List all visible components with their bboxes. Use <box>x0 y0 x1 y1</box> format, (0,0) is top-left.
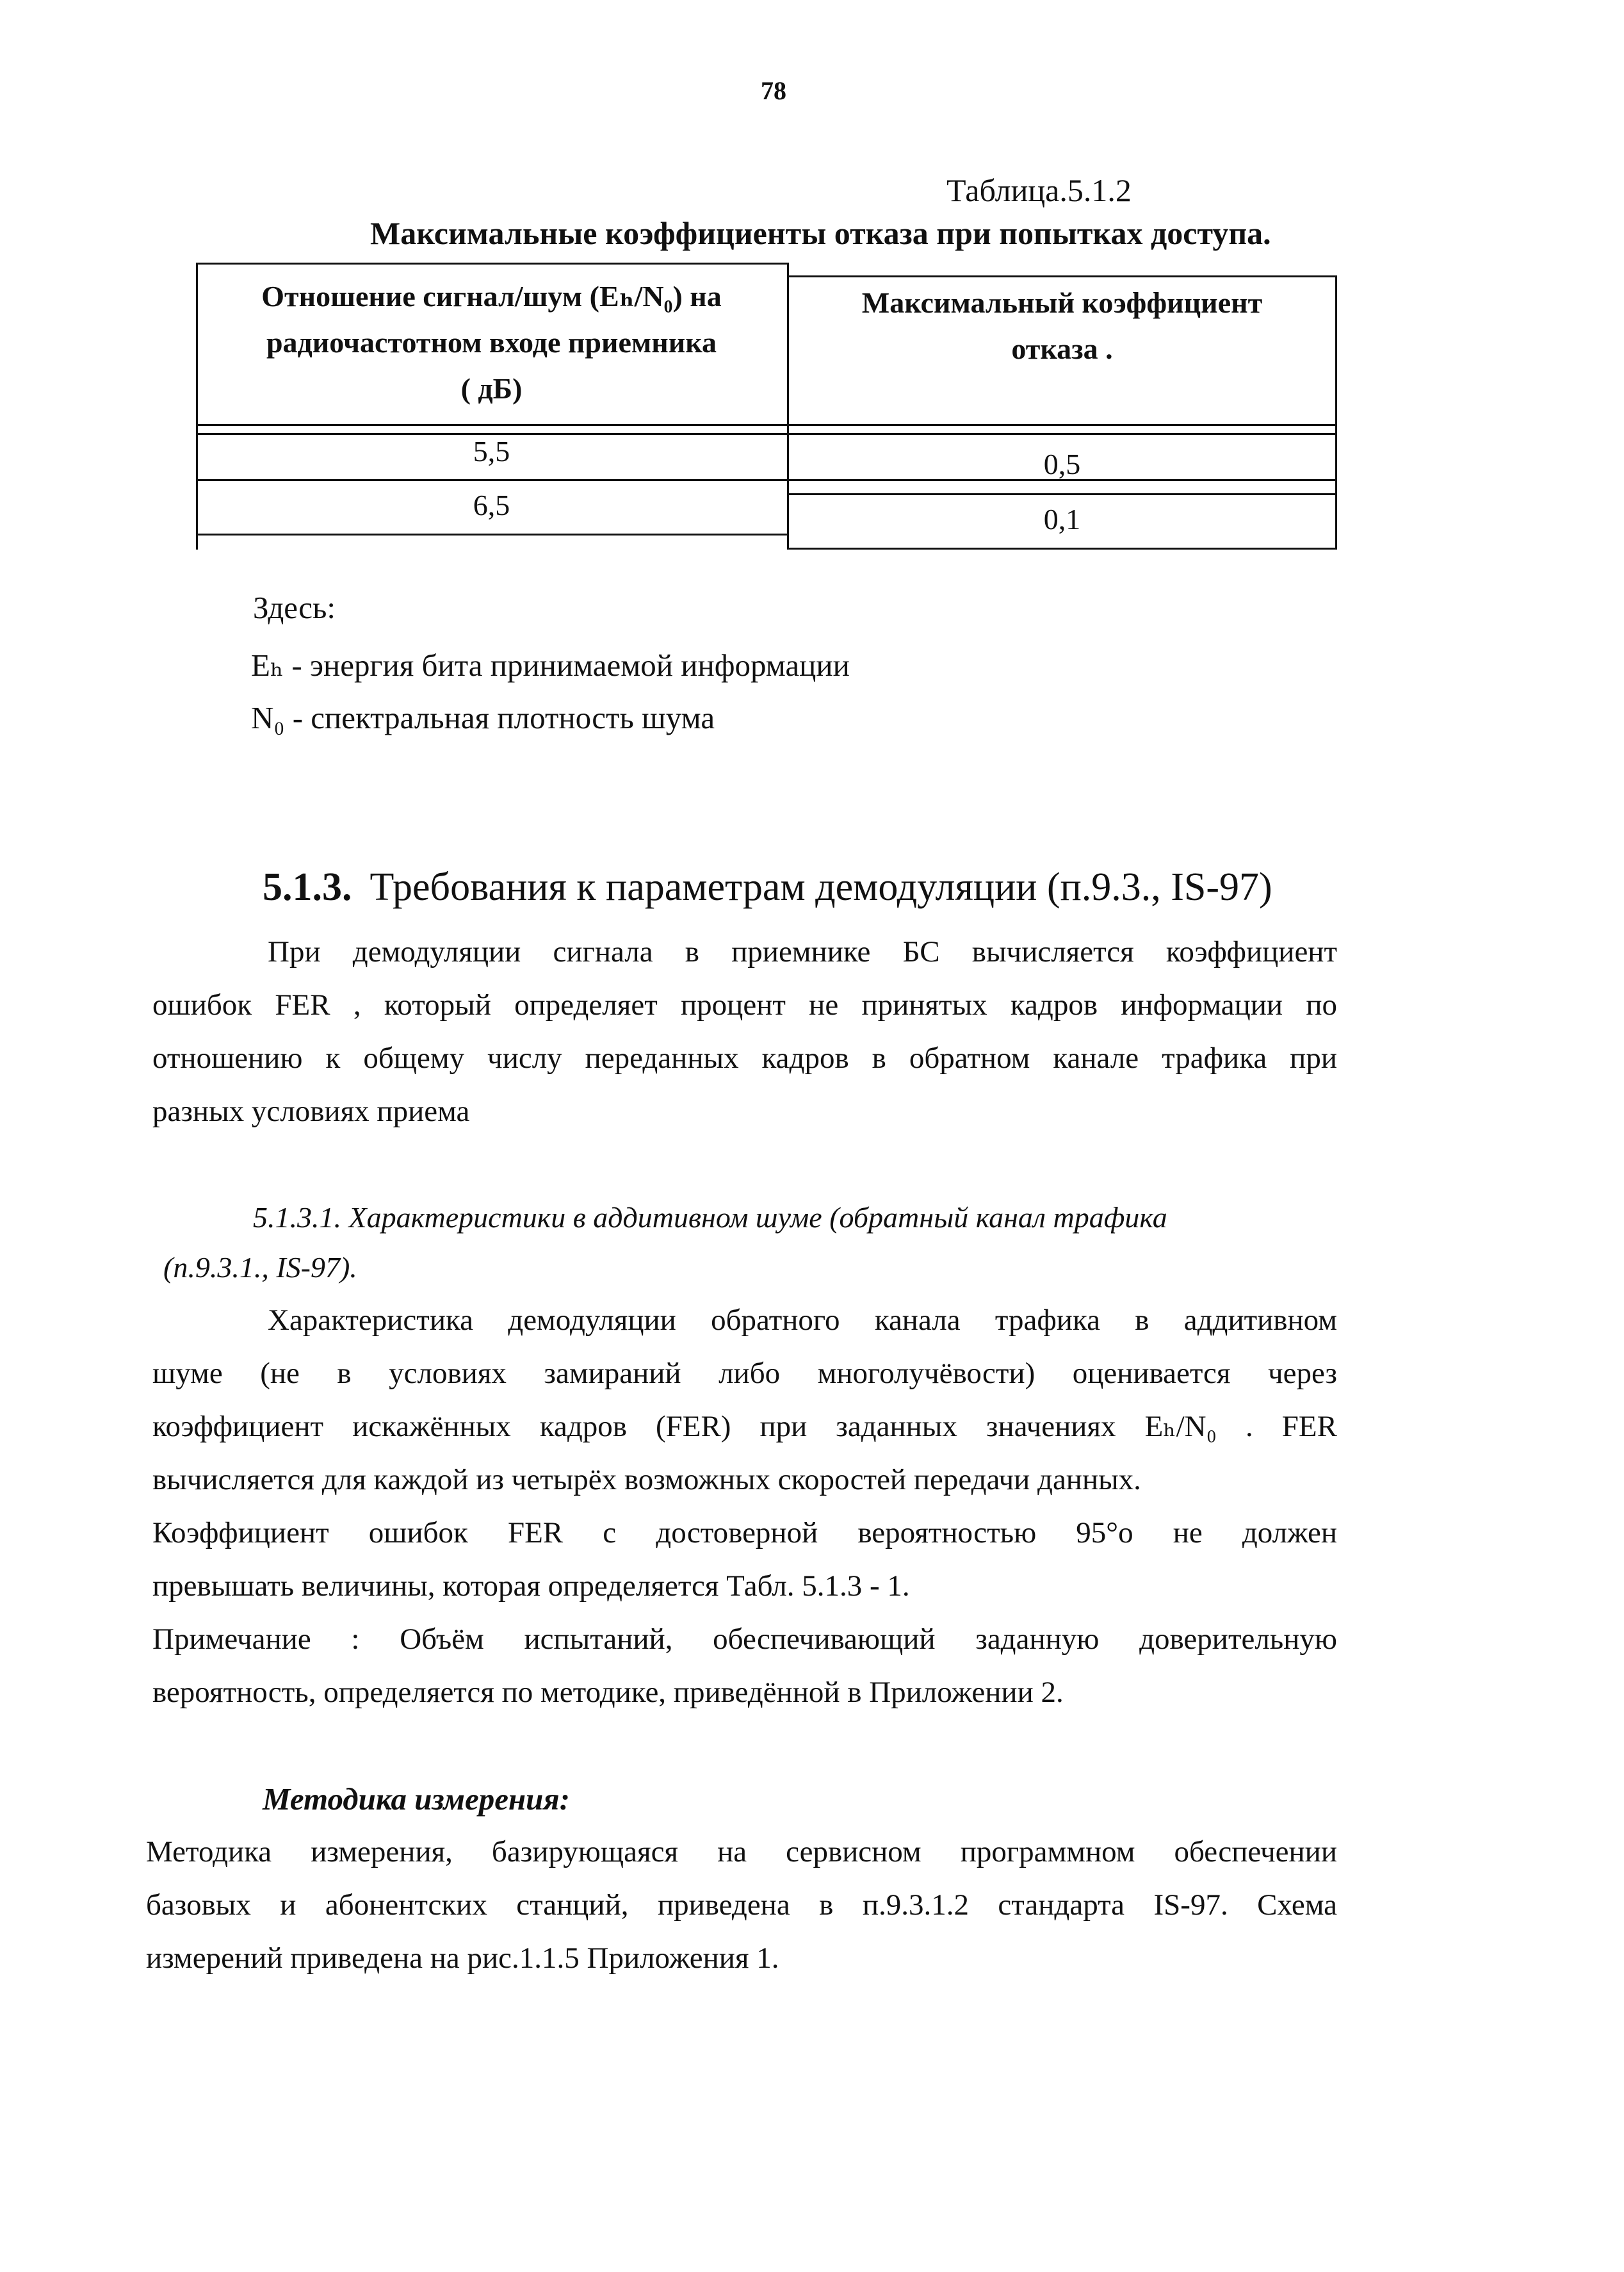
method-paragraph <box>146 1826 1337 1985</box>
table-title: Максимальные коэффициенты отказа при попытках доступа. <box>370 215 1271 251</box>
subsection-paragraph <box>152 1294 1337 1719</box>
subsection-line-1: 5.1.3.1. Характеристики в аддитивном шуме (обратный канал трафика <box>253 1201 1167 1234</box>
paragraph-line: вычисляется для каждой из четырёх возможных скоростей передачи данных. <box>152 1463 1141 1496</box>
subsection-heading <box>163 1193 1342 1293</box>
paragraph-line: Методика измерения, базирующаяся на сервисном программном обеспечении <box>146 1835 1337 1868</box>
section-title: Требования к параметрам демодуляции (п.9.3., IS-97) <box>369 865 1272 909</box>
header-left-line-2: радиочастотном входе приемника <box>266 326 717 359</box>
header-left-line-3: ( дБ) <box>460 372 523 405</box>
definition-n0: N₀ - спектральная плотность шума <box>251 700 715 735</box>
paragraph-line: коэффициент искажённых кадров (FER) при заданных значениях Eₕ/N₀ . FER <box>152 1410 1337 1443</box>
paragraph-line: Характеристика демодуляции обратного канала трафика в аддитивном <box>268 1304 1337 1337</box>
table-header-right <box>787 320 1337 378</box>
paragraph-line: вероятность, определяется по методике, приведённой в Приложении 2. <box>152 1676 1064 1709</box>
header-right-line-1: Максимальный коэффициент <box>861 286 1263 319</box>
paragraph-line: При демодуляции сигнала в приемнике БС вычисляется коэффициент <box>268 935 1337 968</box>
table-cell: 5,5 <box>473 435 510 468</box>
table-rule <box>196 263 787 265</box>
subsection-line-2: (п.9.3.1., IS-97). <box>163 1251 357 1284</box>
paragraph-line: разных условиях приема <box>152 1095 470 1128</box>
paragraph-line: превышать величины, которая определяется Табл. 5.1.3 - 1. <box>152 1569 910 1603</box>
paragraph-line: шуме (не в условиях замираний либо многолучёвости) оценивается через <box>152 1357 1337 1390</box>
paragraph-line: Примечание : Объём испытаний, обеспечивающий заданную доверительную <box>152 1622 1337 1656</box>
header-left-line-1: Отношение сигнал/шум (Eₕ/N₀) на <box>261 280 722 313</box>
table-label: Таблица.5.1.2 <box>946 172 1132 208</box>
header-right-line-2: отказа . <box>1011 332 1113 365</box>
table-cell: 6,5 <box>473 489 510 521</box>
section-number: 5.1.3. <box>263 865 352 909</box>
definition-eb: Eₕ - энергия бита принимаемой информации <box>251 648 850 683</box>
table-cell: 0,5 <box>1043 448 1081 480</box>
section-paragraph <box>152 926 1337 1138</box>
paragraph-line: отношению к общему числу переданных кадров в обратном канале трафика при <box>152 1042 1337 1075</box>
table-header-left <box>196 360 787 418</box>
paragraph-line: измерений приведена на рис.1.1.5 Приложения 1. <box>146 1941 779 1975</box>
table-cell: 0,1 <box>1043 503 1081 535</box>
page-number: 78 <box>761 76 786 105</box>
paragraph-line: Коэффициент ошибок FER с достоверной вероятностью 95°о не должен <box>152 1516 1337 1549</box>
paragraph-line: ошибок FER , который определяет процент не принятых кадров информации по <box>152 988 1337 1022</box>
method-heading: Методика измерения: <box>263 1781 570 1817</box>
table-rule <box>787 548 1337 550</box>
table-rule <box>196 424 1337 426</box>
paragraph-line: базовых и абонентских станций, приведена в п.9.3.1.2 стандарта IS-97. Схема <box>146 1888 1337 1922</box>
table-rule <box>196 534 787 535</box>
section-heading <box>263 865 1272 910</box>
here-label: Здесь: <box>253 590 336 625</box>
table-rule <box>787 493 1337 495</box>
